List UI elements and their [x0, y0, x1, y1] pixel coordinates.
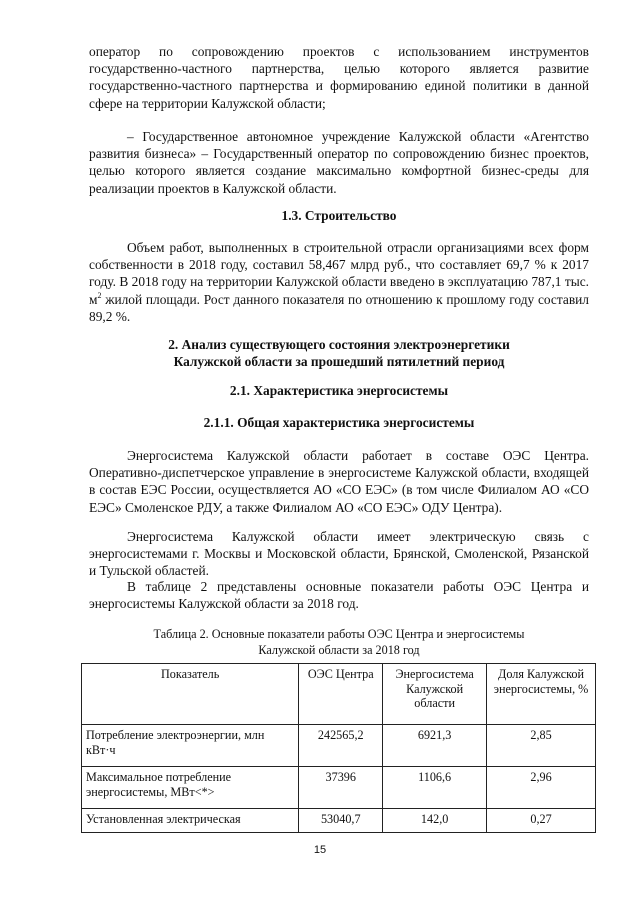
heading-energy-system: 2.1. Характеристика энергосистемы — [229, 383, 449, 398]
row-kaluga-value: 142,0 — [383, 809, 487, 833]
table-caption-line1: Таблица 2. Основные показатели работы ОЭС Центра и энергосистемы — [153, 627, 525, 641]
heading-section-2 — [89, 336, 589, 370]
row-kaluga-value: 1106,6 — [383, 767, 487, 809]
table-row — [82, 767, 596, 809]
row-label: Потребление электроэнергии, млн кВт·ч — [82, 725, 299, 767]
table-row — [82, 725, 596, 767]
construction-text-b: жилой площади. Рост данного показателя по отношению к прошлому году составил 89,2 %. — [89, 291, 589, 324]
paragraph-operator-ppp: оператор по сопровождению проектов с использованием инструментов государственно-частного партнерства, целью которого является развитие государственно-частного партнерства и формированию единой политики в данной сфере на территории Калужской области; — [89, 44, 589, 111]
paragraph-table-intro: В таблице 2 представлены основные показатели работы ОЭС Центра и энергосистемы Калужской области за 2018 год. — [89, 579, 589, 612]
row-oes-value: 242565,2 — [299, 725, 383, 767]
table-row — [82, 809, 596, 833]
paragraph-construction — [89, 239, 589, 325]
heading-section-2-line2: Калужской области за прошедший пятилетний период — [173, 354, 505, 370]
row-oes-value: 53040,7 — [299, 809, 383, 833]
row-kaluga-value: 6921,3 — [383, 725, 487, 767]
row-label: Установленная электрическая — [82, 809, 299, 833]
table-caption — [89, 626, 589, 658]
heading-section-2-line1: 2. Анализ существующего состояния электроэнергетики — [168, 337, 510, 352]
paragraph-energy-system-ops: Энергосистема Калужской области работает в составе ОЭС Центра. Оперативно-диспетчерское управление в энергосистеме Калужской области, входящей в состав ЕЭС России, осуществляется АО «СО ЕЭС» (в том числе Филиалом АО «СО ЕЭС» Смоленское РДУ, а также Филиалом АО «СО ЕЭС» ОДУ Центра). — [89, 448, 589, 515]
construction-text-a: Объем работ, выполненных в строительной отрасли организациями всех форм собственности в 2018 году, составил 58,467 млрд руб., что составляет 69,7 % к 2017 году. В 2018 году на территории Калужской области введено в эксплуатацию 787,1 тыс. м — [89, 240, 589, 307]
table-caption-line2: Калужской области за 2018 год — [258, 643, 420, 657]
row-share-value: 2,85 — [487, 725, 596, 767]
row-label: Максимальное потребление энергосистемы, МВт<*> — [82, 767, 299, 809]
indicators-table — [81, 663, 596, 833]
header-oes-center: ОЭС Центра — [299, 664, 383, 725]
table-header-row — [82, 664, 596, 725]
row-share-value: 0,27 — [487, 809, 596, 833]
superscript-two: 2 — [97, 290, 102, 300]
page-number: 15 — [313, 844, 327, 856]
header-kaluga-share: Доля Калужской энергосистемы, % — [487, 664, 596, 725]
row-oes-value: 37396 — [299, 767, 383, 809]
row-share-value: 2,96 — [487, 767, 596, 809]
paragraph-business-agency: – Государственное автономное учреждение Калужской области «Агентство развития бизнеса» – Государственный оператор по сопровождению бизнес проектов, целью которого является создание максимально комфортной бизнес-среды для реализации проектов в Калужской области. — [89, 129, 589, 196]
heading-general-characteristic: 2.1.1. Общая характеристика энергосистемы — [203, 415, 475, 430]
header-kaluga-system: Энергосистема Калужской области — [383, 664, 487, 725]
heading-construction: 1.3. Строительство — [281, 208, 397, 223]
header-indicator: Показатель — [82, 664, 299, 725]
paragraph-energy-links: Энергосистема Калужской области имеет электрическую связь с энергосистемами г. Москвы и Московской области, Брянской, Смоленской, Рязанской и Тульской областей. — [89, 529, 589, 579]
